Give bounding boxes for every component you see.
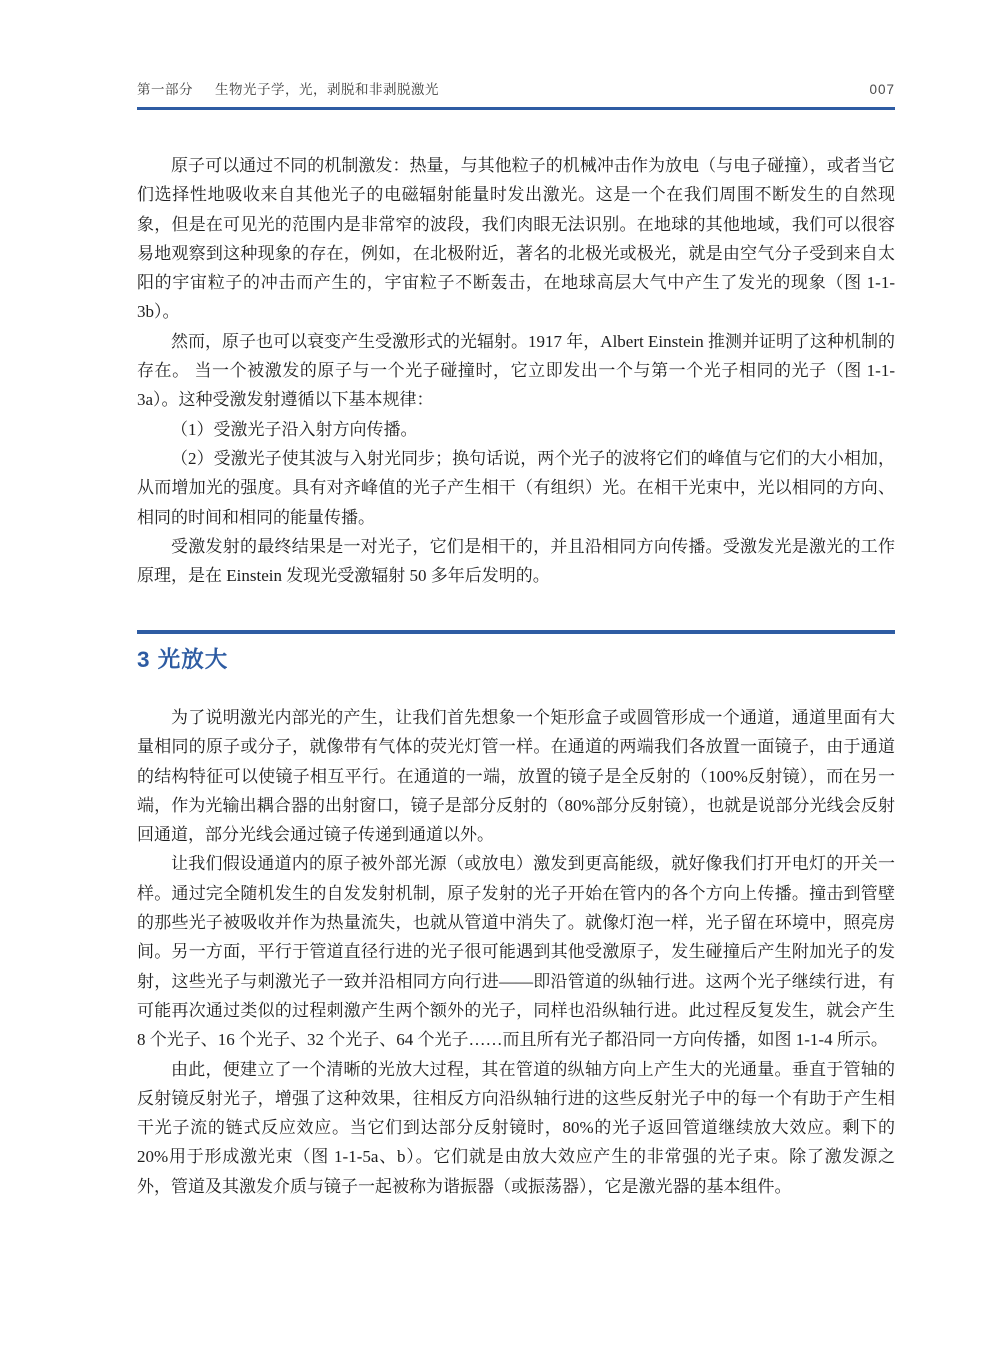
part-label: 第一部分 (137, 82, 193, 97)
paragraph: 受激发射的最终结果是一对光子，它们是相干的，并且沿相同方向传播。受激发光是激光的工作原理，是在 Einstein 发现光受激辐射 50 多年后发明的。 (137, 536, 895, 586)
paragraph: 原子可以通过不同的机制激发：热量，与其他粒子的机械冲击作为放电（与电子碰撞），或者当它们选择性地吸收来自其他光子的电磁辐射能量时发出激光。这是一个在我们周围不断发生的自然现象，但是在可见光的范围内是非常窄的波段，我们肉眼无法识别。在地球的其他地域，我们可以很容易地观察到这种现象的存在，例如，在北极附近，著名的北极光或极光，就是由空气分子受到来自太阳的宇宙粒子的冲击而产生的，宇宙粒子不断轰击，在地球高层大气中产生了发光的现象（图 1-1-3b）。 (137, 156, 895, 322)
section-heading: 3 光放大 (137, 646, 229, 672)
section-text-block (137, 703, 895, 1201)
running-header (137, 78, 895, 98)
list-item-1: （1）受激光子沿入射方向传播。 (171, 419, 418, 439)
paragraph: 然而，原子也可以衰变产生受激形式的光辐射。1917 年，Albert Einstein 推测并证明了这种机制的存在。 当一个被激发的原子与一个光子碰撞时，它立即发出一个与第一个光子相同的光子（图 1-1-3a）。这种受激发射遵循以下基本规律： (137, 331, 895, 410)
paragraph: 由此，便建立了一个清晰的光放大过程，其在管道的纵轴方向上产生大的光通量。垂直于管轴的反射镜反射光子，增强了这种效果，往相反方向沿纵轴行进的这些反射光子中的每一个有助于产生相干光子流的链式反应效应。当它们到达部分反射镜时，80%的光子返回管道继续放大效应。剩下的 20%用于形成激光束（图 1-1-5a、b）。它们就是由放大效应产生的非常强的光子束。除了激发源之外，管道及其激发介质与镜子一起被称为谐振器（或振荡器），它是激光器的基本组件。 (137, 1059, 895, 1196)
section-divider-rule (137, 630, 895, 634)
chapter-title: 生物光子学，光，剥脱和非剥脱激光 (215, 82, 439, 97)
list-item-2: （2）受激光子使其波与入射光同步；换句话说，两个光子的波将它们的峰值与它们的大小相加，从而增加光的强度。具有对齐峰值的光子产生相干（有组织）光。在相干光束中，光以相同的方向、相同的时间和相同的能量传播。 (137, 448, 895, 527)
paragraph: 让我们假设通道内的原子被外部光源（或放电）激发到更高能级，就好像我们打开电灯的开关一样。通过完全随机发生的自发发射机制，原子发射的光子开始在管内的各个方向上传播。撞击到管壁的那些光子被吸收并作为热量流失，也就从管道中消失了。就像灯泡一样，光子留在环境中，照亮房间。另一方面，平行于管道直径行进的光子很可能遇到其他受激原子，发生碰撞后产生附加光子的发射，这些光子与刺激光子一致并沿相同方向行进——即沿管道的纵轴行进。这两个光子继续行进，有可能再次通过类似的过程刺激产生两个额外的光子，同样也沿纵轴行进。此过程反复发生，就会产生 8 个光子、16 个光子、32 个光子、64 个光子……而且所有光子都沿同一方向传播，如图 1-1-4 所示。 (137, 854, 895, 1050)
paragraph: 为了说明激光内部光的产生，让我们首先想象一个矩形盒子或圆管形成一个通道，通道里面有大量相同的原子或分子，就像带有气体的荧光灯管一样。在通道的两端我们各放置一面镜子，由于通道的结构特征可以使镜子相互平行。在通道的一端，放置的镜子是全反射的（100%反射镜），而在另一端，作为光输出耦合器的出射窗口，镜子是部分反射的（80%部分反射镜），也就是说部分光线会反射回通道，部分光线会通过镜子传递到通道以外。 (137, 707, 895, 845)
header-rule (137, 107, 895, 110)
page-content (137, 0, 895, 1201)
page-number: 007 (869, 82, 895, 97)
intro-text-block (137, 151, 895, 590)
